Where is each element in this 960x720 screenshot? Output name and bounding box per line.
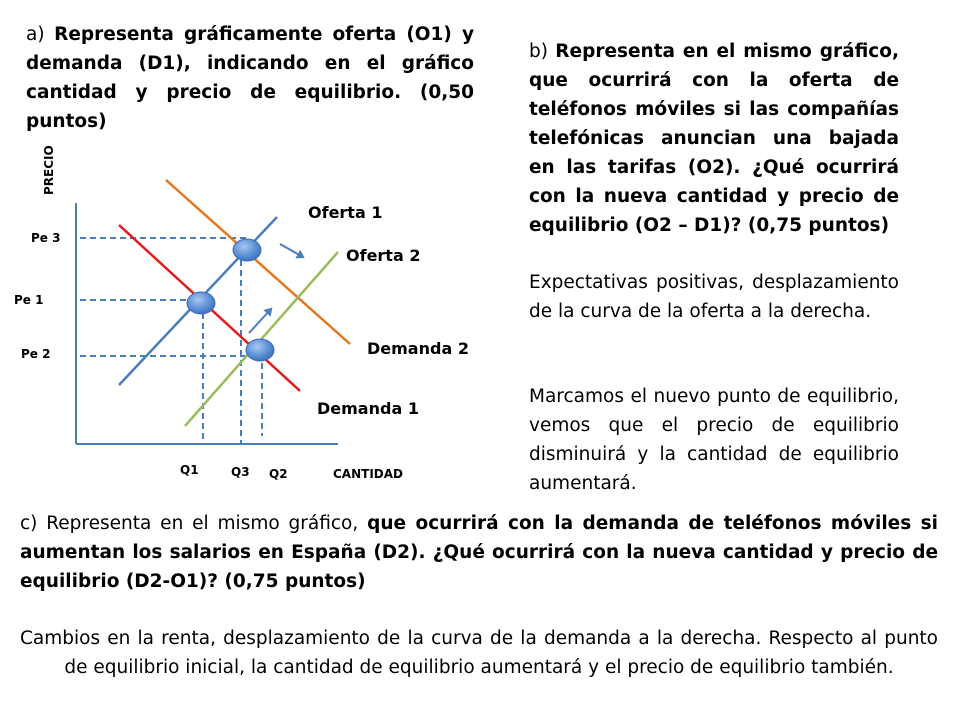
price-label-pe2: Pe 2 <box>21 347 51 361</box>
curve-label-demanda-2: Demanda 2 <box>367 339 469 358</box>
answer-b-2: Marcamos el nuevo punto de equilibrio, vemos que el precio de equilibrio disminuirá y la cantidad de equilibrio aumentará. <box>529 386 899 494</box>
quantity-label-q3: Q3 <box>231 465 250 479</box>
curve-label-oferta-1: Oferta 1 <box>308 203 383 222</box>
x-axis-label: CANTIDAD <box>333 467 403 481</box>
equilibrium-point-1 <box>187 292 215 314</box>
price-label-pe3: Pe 3 <box>31 231 61 245</box>
curve-label-oferta-2: Oferta 2 <box>346 246 421 265</box>
quantity-label-q1: Q1 <box>180 463 199 477</box>
shift-arrow-up-icon <box>249 309 271 333</box>
question-a-text: Representa gráficamente oferta (O1) y demanda (D1), indicando en el gráfico cantidad y precio de equilibrio. (0,50 puntos) <box>26 24 475 132</box>
answer-b-1: Expectativas positivas, desplazamiento de la curva de la oferta a la derecha. <box>529 272 899 322</box>
question-b-text: Representa en el mismo gráfico, que ocurrirá con la oferta de teléfonos móviles si las compañías telefónicas anuncian una bajada en las tarifas (O2). ¿Qué ocurrirá con la nueva cantidad y precio de equilibrio (O2 – D1)? (0,75 puntos) <box>529 41 900 236</box>
equilibrium-point-2 <box>246 339 274 361</box>
question-c-prefix: c) Representa en el mismo gráfico, <box>20 513 368 534</box>
price-label-pe1: Pe 1 <box>14 293 44 307</box>
question-c-text: que ocurrirá con la demanda de teléfonos móviles si aumentan los salarios en España (D2). ¿Qué ocurrirá con la nueva cantidad y precio de equilibrio (D2-O1)? (0,75 puntos) <box>20 513 938 592</box>
equilibrium-point-3 <box>233 239 261 261</box>
y-axis-label: PRECIO <box>42 145 56 195</box>
question-a-prefix: a) <box>26 24 55 45</box>
question-b-prefix: b) <box>529 41 556 62</box>
quantity-label-q2: Q2 <box>269 467 288 481</box>
curve-label-demanda-1: Demanda 1 <box>317 399 419 418</box>
answer-c: Cambios en la renta, desplazamiento de la curva de la demanda a la derecha. Respecto al punto de equilibrio inicial, la cantidad de equilibrio aumentará y el precio de equilibrio también. <box>20 628 938 678</box>
guide-lines <box>80 238 262 444</box>
shift-arrow-right-icon <box>280 244 303 257</box>
